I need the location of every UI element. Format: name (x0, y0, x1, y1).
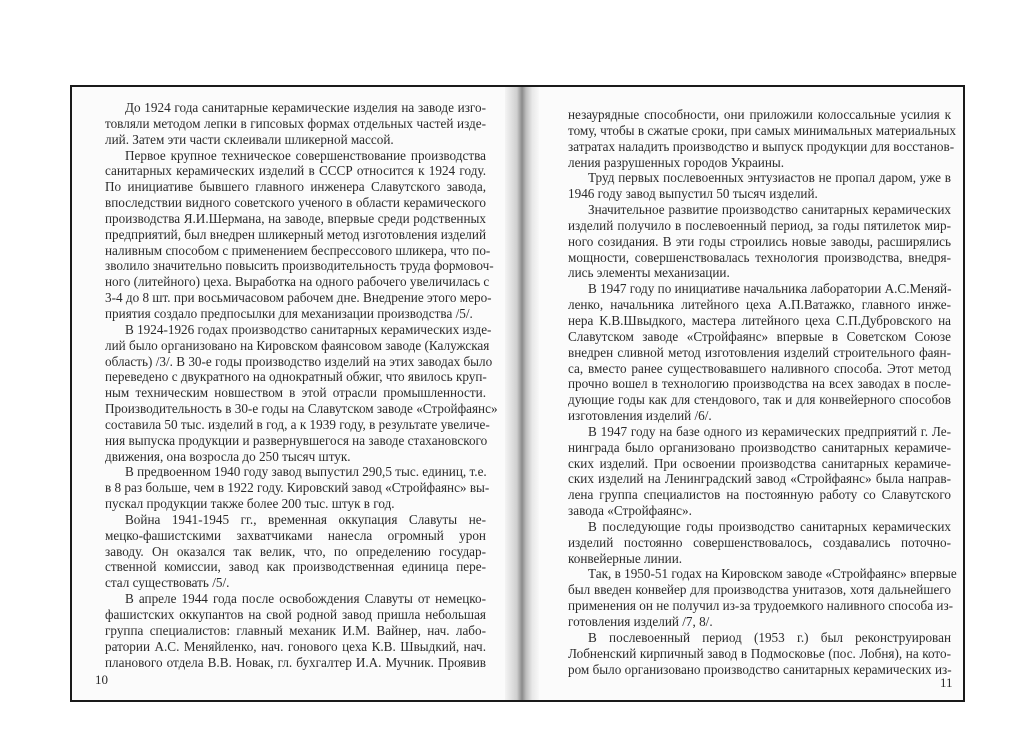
text-line: мецко-фашистскими захватчиками нанесла огромный урон (105, 527, 486, 543)
text-line: группа специалистов: главный механик И.М. Вайнер, нач. лабо- (105, 622, 486, 638)
text-line: в 8 раз больше, чем в 1922 году. Кировский завод «Стройфаянс» вы- (105, 480, 490, 496)
text-line: ром было организовано производство санитарных керамических из- (568, 661, 952, 677)
paragraph (568, 630, 951, 678)
text-line: лий было организовано на Кировском фаянсовом заводе (Калужская (105, 337, 490, 353)
text-line: нера К.В.Швыдкого, мастера литейного цеха С.П.Дубровского на (568, 312, 951, 328)
text-line: прочно вошел в технологию производства на всех заводах в после- (568, 376, 951, 392)
paragraph (105, 464, 490, 512)
paragraph (568, 170, 951, 202)
text-line: пускал продукции также более 200 тыс. штук в год. (105, 496, 395, 512)
text-line: ских изделий на Ленинградский завод «Стройфаянс» была направ- (568, 471, 951, 487)
text-line: изделий постоянно совершенствовалось, создавались поточно- (568, 534, 951, 550)
text-line: ственной комиссии, завод как производственная единица пере- (105, 559, 486, 575)
text-line: область) /3/. В 30-е годы производство изделий на этих заводах было (105, 353, 493, 369)
text-line: 1946 году завод выпустил 50 тысяч изделий. (568, 186, 818, 202)
text-line: товляли методом лепки в гипсовых формах отдельных частей изде- (105, 115, 486, 131)
paragraph (105, 591, 486, 670)
text-line: планового отдела В.В. Новак, гл. бухгалтер И.А. Мучник. Проявив (105, 654, 486, 670)
text-line: применения он не получил из-за трудоемкого наливного способа из- (568, 598, 954, 614)
right-page-text (568, 107, 957, 677)
text-line: мощности, совершенствовалась технология производства, внедря- (568, 249, 951, 265)
text-line: В 1924-1926 годах производство санитарных керамических изде- (125, 321, 492, 337)
text-line: ным техническим новшеством в этой отрасли промышленности. (105, 385, 486, 401)
text-line: Значительное развитие производство санитарных керамических (588, 202, 951, 218)
page-number-right: 11 (940, 675, 953, 690)
text-line: Славутском заводе «Стройфаянс» впервые в Советском Союзе (568, 328, 951, 344)
text-line: фашистских оккупантов на свой родной завод пришла небольшая (105, 607, 486, 622)
text-line: лена группа специалистов на постоянную работу со Славутского (568, 487, 951, 503)
text-line: стал существовать /5/. (105, 575, 230, 591)
text-line: Война 1941-1945 гг., временная оккупация Славуты не- (125, 511, 486, 527)
text-line: В последующие годы производство санитарных керамических (588, 518, 951, 534)
text-line: зволило значительно повысить производительность труда формовоч- (105, 258, 494, 274)
text-line: ратории А.С. Меняйленко, нач. гонового цеха К.В. Швыдкий, нач. (105, 638, 486, 654)
text-line: затратах наладить производство и выпуск продукции для восстанов- (568, 138, 955, 154)
text-line: завода «Стройфаянс». (568, 503, 692, 519)
text-line: изготовления изделий /6/. (568, 408, 712, 424)
text-line: внедрен сливной метод изготовления изделий строительного фаян- (568, 344, 951, 360)
text-line: ленко, начальника литейного цеха А.П.Ватажко, главного инже- (568, 297, 951, 313)
text-line: переведено с двукратного на однократный обжиг, что явилось круп- (105, 369, 487, 385)
paragraph (568, 281, 951, 424)
text-line: ских изделий. При освоении производства санитарных керамиче- (568, 455, 951, 471)
text-line: изделий получило в послевоенный период, за годы пятилеток мир- (568, 217, 951, 233)
text-line: Так, в 1950-51 годах на Кировском заводе «Стройфаянс» впервые (588, 566, 957, 582)
page-number-left: 10 (95, 672, 108, 687)
text-line: В 1947 году по инициативе начальника лаборатории А.С.Меняй- (588, 281, 952, 297)
text-line: В послевоенный период (1953 г.) был реконструирован (588, 629, 951, 645)
text-line: лись элементы механизации. (568, 265, 730, 281)
text-line: До 1924 года санитарные керамические изделия на заводе изго- (125, 100, 486, 115)
text-line: тому, чтобы в сжатые сроки, при самых минимальных материальных (568, 122, 956, 138)
text-line: незаурядные способности, они приложили колоссальные усилия к (568, 107, 951, 122)
text-line: приятия создало предпосылки для механизации производства /5/. (105, 305, 473, 321)
paragraph (568, 107, 956, 170)
text-line: ного (литейного) цеха. Выработка на одного рабочего увеличилась с (105, 274, 490, 290)
text-line: В 1947 году на базе одного из керамических предприятий г. Ле- (588, 423, 951, 439)
paragraph (568, 424, 951, 519)
text-line: В предвоенном 1940 году завод выпустил 290,5 тыс. единиц, т.е. (125, 464, 487, 480)
text-line: движения, она возросла до 250 тысяч штук. (105, 448, 351, 464)
text-line: Лобненский кирпичный завод в Подмосковье (пос. Лобня), на кото- (568, 645, 951, 661)
text-line: По инициативе бывшего главного инженера Славутского завода, (105, 179, 486, 195)
text-line: 3-4 до 8 шт. при восьмичасовом рабочем дне. Внедрение этого меро- (105, 290, 492, 306)
text-line: Производительность в 30-е годы на Славутском заводе «Стройфаянс» (105, 401, 498, 417)
paragraph (105, 100, 486, 148)
text-line: ления разрушенных городов Украины. (568, 154, 785, 170)
text-line: готовления изделий /7, 8/. (568, 614, 713, 629)
text-line: са, вместо ранее существовавшего наливного способа. Этот метод (568, 360, 951, 376)
text-line: конвейерные линии. (568, 550, 683, 566)
text-line: производства Я.И.Шермана, на заводе, впервые среди родственных (105, 210, 486, 226)
text-line: впоследствии видного советского ученого в области керамического (105, 195, 486, 211)
paragraph (105, 147, 494, 322)
paragraph (568, 202, 951, 281)
left-page-text (105, 100, 498, 670)
text-line: наливным способом с применением беспрессового шликера, что по- (105, 242, 491, 258)
text-line: был введен конвейер для производства унитазов, хотя дальнейшего (568, 582, 951, 598)
paragraph (568, 566, 957, 629)
text-line: ния выпуска продукции и развернувшегося на заводе стахановского (105, 432, 488, 448)
book-spine (505, 87, 539, 700)
text-line: лий. Затем эти части склеивали шликерной массой. (105, 131, 394, 147)
text-line: Первое крупное техническое совершенствование производства (125, 147, 486, 163)
text-line: Труд первых послевоенных энтузиастов не пропал даром, уже в (588, 170, 951, 186)
text-line: дующие годы как для стендового, так и для конвейерного способов (568, 392, 951, 408)
paragraph (105, 321, 498, 465)
text-line: санитарных керамических изделий в СССР относится к 1924 году. (105, 163, 486, 179)
text-line: ного созидания. В эти годы строились новые заводы, расширялись (568, 233, 951, 249)
paragraph (568, 519, 951, 567)
text-line: заводу. Он оказался так велик, что, по определению государ- (105, 543, 486, 559)
text-line: предприятий, был внедрен шликерный метод изготовления изделий (105, 226, 487, 242)
text-line: В апреле 1944 года после освобождения Славуты от немецко- (125, 591, 486, 607)
text-line: составила 50 тыс. изделий в год, а к 1939 году, в результате увеличе- (105, 416, 490, 432)
paragraph (105, 512, 486, 591)
text-line: нинграда было организовано производство санитарных керамиче- (568, 439, 951, 455)
